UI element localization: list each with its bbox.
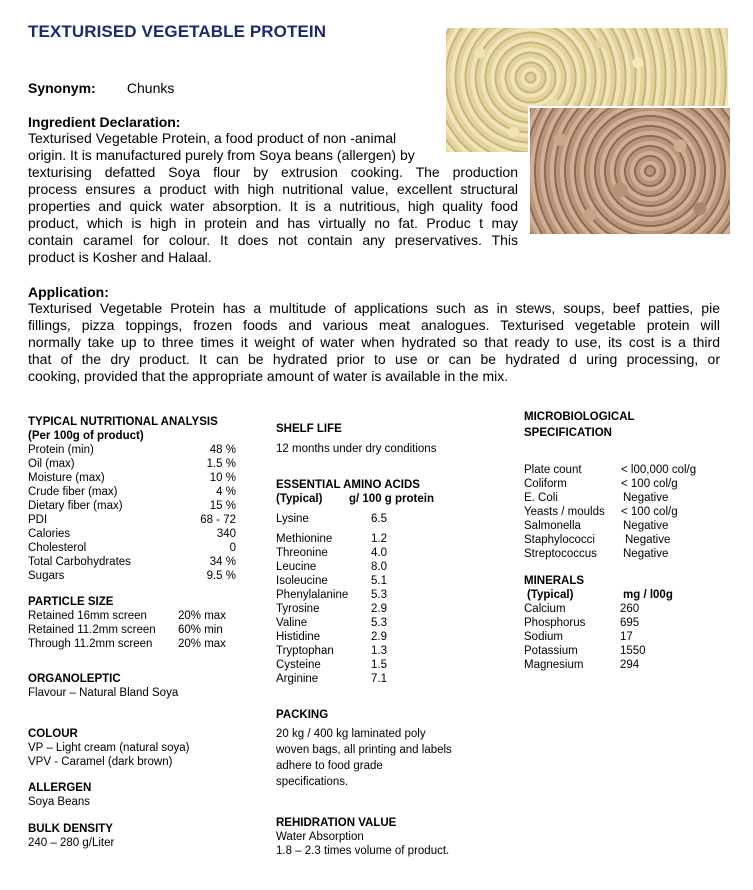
table-row: Arginine 7.1	[276, 673, 387, 685]
table-row: E. Coli Negative	[524, 492, 669, 504]
application-heading: Application:	[28, 284, 109, 300]
micro-table	[524, 463, 739, 561]
dark-chunks-image	[528, 106, 730, 234]
synonym-value: Chunks	[126, 80, 175, 96]
table-row: Dietary fiber (max) 15 %	[28, 500, 236, 512]
column-right	[524, 409, 739, 672]
ingredient-section	[28, 114, 518, 266]
ingredient-line: texturising defatted Soya flour by extrusion cooking. The production	[28, 164, 518, 180]
table-row: Tryptophan 1.3	[276, 645, 387, 657]
table-row: Calories 340	[28, 528, 236, 540]
application-line: fillings, pizza toppings, frozen foods and various meat analogues. Texturised vegetable protein will	[28, 317, 720, 333]
organoleptic-heading: ORGANOLEPTIC	[28, 673, 121, 685]
table-row: Retained 11.2mm screen 60% min	[28, 624, 223, 636]
table-row: Plate count < l00,000 col/g	[524, 464, 697, 476]
table-row: Yeasts / moulds < 100 col/g	[524, 506, 678, 518]
shelf-life-heading: SHELF LIFE	[276, 423, 342, 435]
amino-columns: (Typical) g/ 100 g protein	[276, 493, 434, 505]
synonym-line	[28, 80, 174, 96]
table-row: Valine 5.3	[276, 617, 387, 629]
rehydration-line: 1.8 – 2.3 times volume of product.	[276, 845, 450, 857]
table-row: Protein (min) 48 %	[28, 444, 236, 456]
table-row: Total Carbohydrates 34 %	[28, 556, 236, 568]
table-row: Tyrosine 2.9	[276, 603, 387, 615]
particle-table	[28, 609, 243, 651]
application-section	[28, 284, 720, 385]
application-line: cooking, provided that the appropriate amount of water is available in the mix.	[28, 368, 509, 384]
amino-table	[276, 512, 486, 686]
minerals-table	[524, 602, 739, 672]
table-row: Crude fiber (max) 4 %	[28, 486, 236, 498]
ingredient-line: origin. It is manufactured purely from Soya beans (allergen) by	[28, 147, 415, 163]
bulk-density-heading: BULK DENSITY	[28, 823, 113, 835]
column-left	[28, 415, 243, 850]
ingredient-line: Texturised Vegetable Protein, a food product of non -animal	[28, 130, 397, 146]
application-line: Texturised Vegetable Protein has a multitude of applications such as in stews, soups, beef patties, pie	[28, 300, 720, 316]
ingredient-line: product is Kosher and Halaal.	[28, 249, 212, 265]
allergen-heading: ALLERGEN	[28, 782, 92, 794]
table-row: Sodium 17	[524, 631, 633, 643]
colour-line: VPV - Caramel (dark brown)	[28, 756, 173, 768]
minerals-heading: MINERALS	[524, 575, 585, 587]
table-row: Sugars 9.5 %	[28, 570, 236, 582]
table-row: Coliform < 100 col/g	[524, 478, 678, 490]
colour-heading: COLOUR	[28, 728, 78, 740]
nutrition-table	[28, 443, 243, 583]
nutrition-subheading: (Per 100g of product)	[28, 430, 144, 442]
allergen-text: Soya Beans	[28, 796, 91, 808]
table-row: Streptococcus Negative	[524, 548, 669, 560]
packing-heading: PACKING	[276, 709, 329, 721]
rehydration-line: Water Absorption	[276, 831, 364, 843]
ingredient-line: contain caramel for colour. It does not contain any preservatives. This	[28, 232, 518, 248]
table-row: Leucine 8.0	[276, 561, 387, 573]
table-row: Retained 16mm screen 20% max	[28, 610, 226, 622]
application-line: normally take up to three times it weight of water when hydrated so that ready to use, its cost is a third	[28, 334, 720, 350]
synonym-label: Synonym:	[28, 80, 96, 96]
table-row: Potassium 1550	[524, 645, 646, 657]
table-row: Threonine 4.0	[276, 547, 387, 559]
table-row: Oil (max) 1.5 %	[28, 458, 236, 470]
bulk-density-text: 240 – 280 g/Liter	[28, 837, 115, 849]
particle-heading: PARTICLE SIZE	[28, 596, 114, 608]
table-row: Methionine 1.2	[276, 533, 387, 545]
ingredient-heading: Ingredient Declaration:	[28, 114, 181, 130]
table-row: Phenylalanine 5.3	[276, 589, 387, 601]
table-row: Phosphorus 695	[524, 617, 640, 629]
packing-line: woven bags, all printing and labels	[276, 744, 452, 756]
shelf-life-text: 12 months under dry conditions	[276, 443, 437, 455]
colour-line: VP – Light cream (natural soya)	[28, 742, 190, 754]
packing-line: 20 kg / 400 kg laminated poly	[276, 728, 426, 740]
ingredient-line: process ensures a product with high nutritional value, excellent structural	[28, 181, 518, 197]
table-row: Salmonella Negative	[524, 520, 669, 532]
table-row: Moisture (max) 10 %	[28, 472, 236, 484]
table-row: PDI 68 - 72	[28, 514, 236, 526]
column-middle	[276, 422, 486, 858]
application-text	[28, 300, 720, 385]
table-row: Histidine 2.9	[276, 631, 387, 643]
table-row: Magnesium 294	[524, 659, 640, 671]
nutrition-heading: TYPICAL NUTRITIONAL ANALYSIS	[28, 416, 218, 428]
packing-line: specifications.	[276, 776, 349, 788]
rehydration-heading: REHIDRATION VALUE	[276, 817, 397, 829]
table-row: Through 11.2mm screen 20% max	[28, 638, 226, 650]
ingredient-text	[28, 130, 518, 266]
ingredient-line: product, which is high in protein and has virtually no fat. Produc t may	[28, 215, 518, 231]
ingredient-line: properties and quick water absorption. It is a nutritious, high quality food	[28, 198, 518, 214]
application-line: that of the dry product. It can be hydrated prior to use or can be hydrated d uring processing, or	[28, 351, 720, 367]
table-row: Calcium 260	[524, 603, 640, 615]
table-row: Cholesterol 0	[28, 542, 236, 554]
minerals-columns: (Typical) mg / l00g	[527, 589, 673, 601]
packing-text	[276, 726, 486, 790]
table-row: Lysine 6.5	[276, 513, 387, 525]
micro-subheading: SPECIFICATION	[524, 427, 612, 439]
amino-heading: ESSENTIAL AMINO ACIDS	[276, 479, 420, 491]
page-title: TEXTURISED VEGETABLE PROTEIN	[28, 22, 327, 41]
organoleptic-text: Flavour – Natural Bland Soya	[28, 687, 179, 699]
packing-line: adhere to food grade	[276, 760, 383, 772]
table-row: Cysteine 1.5	[276, 659, 387, 671]
table-row: Staphylococci Negative	[524, 534, 671, 546]
table-row: Isoleucine 5.1	[276, 575, 387, 587]
micro-heading: MICROBIOLOGICAL	[524, 411, 635, 423]
